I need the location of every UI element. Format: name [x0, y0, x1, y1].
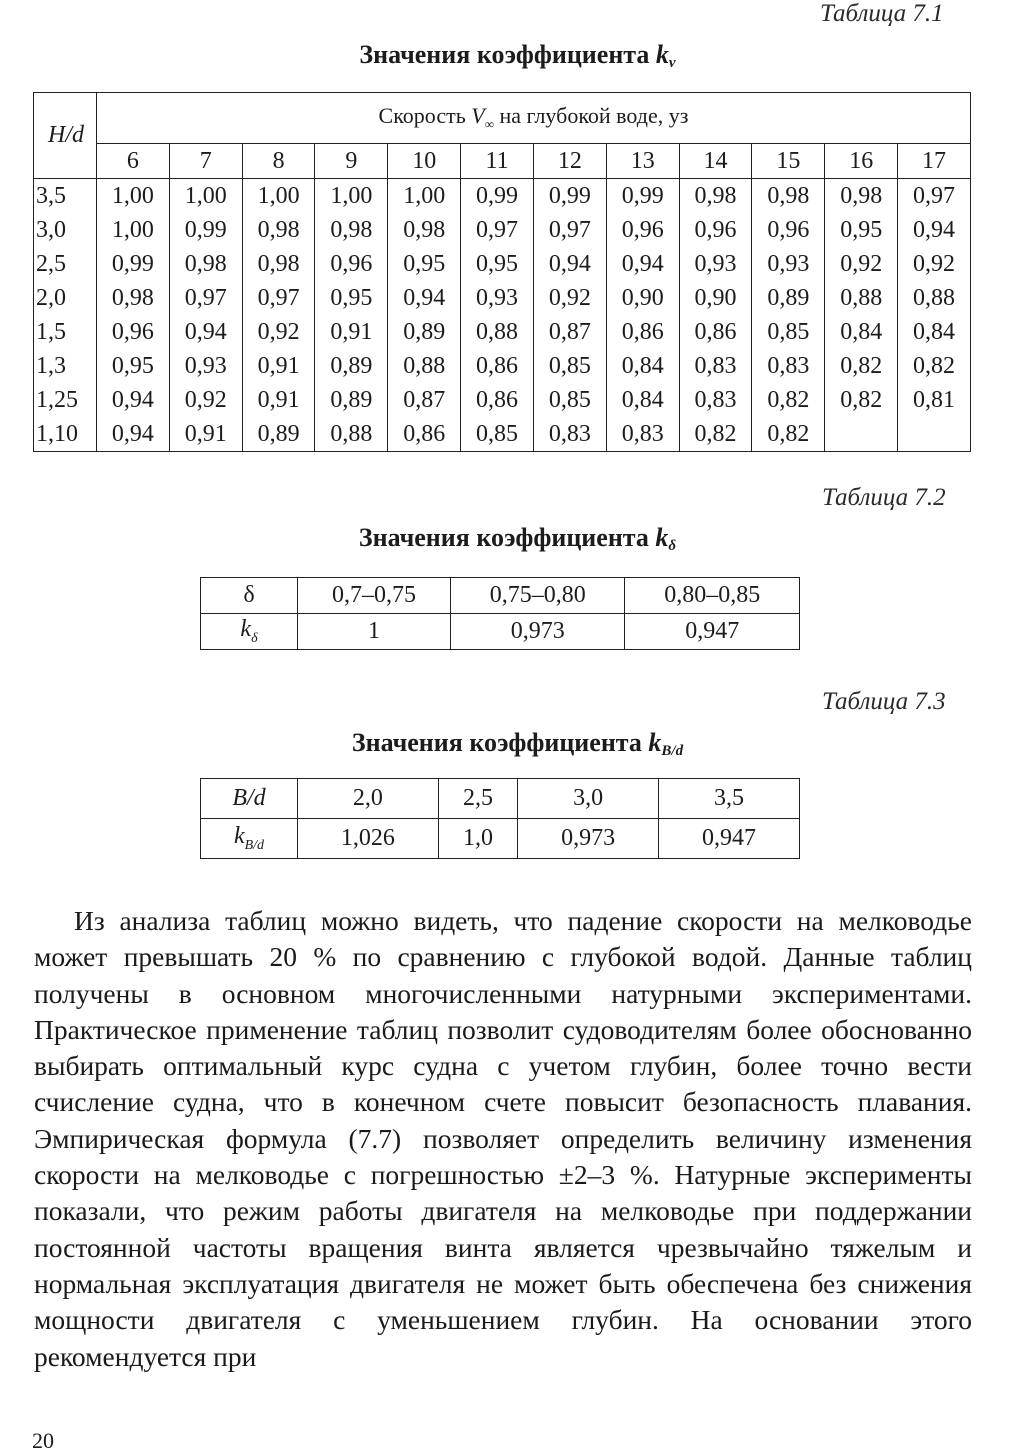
table-cell: 0,83 [679, 349, 752, 383]
table-cell: 0,97 [898, 179, 971, 214]
table-cell: 0,91 [169, 417, 242, 452]
table-cell: 0,83 [752, 349, 825, 383]
table-cell [825, 417, 898, 452]
table-row [201, 819, 800, 859]
row-header: 1,25 [34, 383, 97, 417]
table-cell: 0,90 [606, 281, 679, 315]
table-cell: 1,00 [97, 179, 170, 214]
table-cell: 0,85 [461, 417, 534, 452]
label-sub: δ [251, 630, 258, 646]
table-cell: 1,00 [388, 179, 461, 214]
table-cell: 0,92 [533, 281, 606, 315]
body-paragraph: Из анализа таблиц можно видеть, что падение скорости на мелководье может превышать 20 % по сравнению с глубокой водой. Данные таблиц получены в основном многочисленными натурными экспериментами. Практическое применение таблиц позволит судоводителям более обоснованно выбирать оптимальный курс судна с учетом глубин, более точно вести счисление судна, что в конечном счете повысит безопасность плавания. Эмпирическая формула (7.7) позволяет определить величину изменения скорости на мелководье с погрешностью ±2–3 %. Натурные эксперименты показали, что режим работы двигателя на мелководье при поддержании постоянной частоты вращения винта является чрезвычайно тяжелым и нормальная эксплуатация двигателя не может быть обеспечена без снижения мощности двигателя с уменьшением глубин. На основании этого рекомендуется при [34, 905, 972, 1372]
table-cell: 0,95 [315, 281, 388, 315]
kv-table [33, 92, 971, 452]
table-cell: 0,90 [679, 281, 752, 315]
table-cell: 0,97 [169, 281, 242, 315]
table-cell: 0,92 [898, 247, 971, 281]
table-cell: 0,94 [97, 417, 170, 452]
row-label: B/d [201, 779, 298, 819]
table-cell: 0,98 [679, 179, 752, 214]
table-cell: 0,83 [679, 383, 752, 417]
table-cell: 0,83 [533, 417, 606, 452]
row-label [201, 819, 298, 859]
table-cell: 0,93 [461, 281, 534, 315]
table-row [34, 383, 971, 417]
table-cell: 0,92 [169, 383, 242, 417]
table-cell: 0,93 [679, 247, 752, 281]
table-row [34, 213, 971, 247]
speed-header-cell: 6 [97, 144, 170, 179]
row-header: 1,3 [34, 349, 97, 383]
table-cell: 0,99 [533, 179, 606, 214]
table-cell: 0,99 [169, 213, 242, 247]
table-cell: 1,026 [298, 819, 439, 859]
table-cell: 0,88 [315, 417, 388, 452]
table-cell: 0,98 [388, 213, 461, 247]
table-cell: 1 [298, 614, 451, 650]
speed-header-cell: 8 [242, 144, 315, 179]
table-cell: 0,94 [898, 213, 971, 247]
table-cell: 3,0 [518, 779, 659, 819]
speed-header-cell: 15 [752, 144, 825, 179]
table-cell: 0,973 [450, 614, 625, 650]
table-cell: 0,95 [825, 213, 898, 247]
table-cell: 0,92 [242, 315, 315, 349]
table-cell: 0,84 [825, 315, 898, 349]
table-cell: 0,97 [242, 281, 315, 315]
table-cell: 0,98 [242, 213, 315, 247]
table-cell: 0,88 [825, 281, 898, 315]
table-cell: 0,81 [898, 383, 971, 417]
table-cell: 0,94 [533, 247, 606, 281]
table-cell: 0,82 [898, 349, 971, 383]
table-cell: 0,89 [315, 383, 388, 417]
table-cell: 0,7–0,75 [298, 578, 451, 614]
table-cell: 0,98 [242, 247, 315, 281]
table-cell: 0,98 [752, 179, 825, 214]
table-title [0, 40, 1035, 72]
row-header: 3,5 [34, 179, 97, 214]
table-cell: 0,86 [388, 417, 461, 452]
table-cell: 0,75–0,80 [450, 578, 625, 614]
table-cell: 1,0 [438, 819, 517, 859]
table-cell: 0,86 [679, 315, 752, 349]
speed-header-cell: 13 [606, 144, 679, 179]
table-cell: 0,97 [533, 213, 606, 247]
row-header: 1,5 [34, 315, 97, 349]
table-cell: 0,80–0,85 [625, 578, 800, 614]
table-cell: 0,91 [242, 383, 315, 417]
title-symbol: k [655, 523, 669, 552]
table-cell: 0,85 [533, 349, 606, 383]
table-row [201, 779, 800, 819]
table-row [34, 417, 971, 452]
row-label: δ [201, 578, 298, 614]
table-title [0, 728, 1035, 760]
table-cell: 0,95 [461, 247, 534, 281]
row-label [201, 614, 298, 650]
table-cell: 0,92 [825, 247, 898, 281]
table-cell: 0,91 [242, 349, 315, 383]
table-cell: 0,99 [97, 247, 170, 281]
kv-table-body [34, 179, 971, 452]
table-cell: 0,94 [388, 281, 461, 315]
table-cell: 3,5 [659, 779, 800, 819]
table-cell: 0,84 [606, 349, 679, 383]
table-cell: 0,82 [752, 417, 825, 452]
table-cell: 0,98 [825, 179, 898, 214]
table-cell: 0,947 [625, 614, 800, 650]
speed-header-cell: 7 [169, 144, 242, 179]
table-cell: 0,99 [606, 179, 679, 214]
table-cell: 0,82 [679, 417, 752, 452]
row-header: 1,10 [34, 417, 97, 452]
table-cell: 0,86 [461, 383, 534, 417]
table-cell: 0,84 [898, 315, 971, 349]
label-sub: B/d [244, 837, 265, 853]
table-cell: 0,96 [679, 213, 752, 247]
speed-header-cell: 14 [679, 144, 752, 179]
title-text: Значения коэффициента [358, 523, 656, 552]
table-cell: 0,89 [752, 281, 825, 315]
kdelta-table [200, 577, 800, 650]
table-cell: 0,98 [315, 213, 388, 247]
table-cell: 0,88 [388, 349, 461, 383]
table-cell: 1,00 [242, 179, 315, 214]
title-subscript: B/d [661, 743, 684, 759]
table-cell: 0,89 [242, 417, 315, 452]
title-subscript: δ [668, 538, 677, 554]
span-sub: ∞ [484, 116, 494, 132]
table-cell: 0,98 [97, 281, 170, 315]
speed-header-cell: 11 [461, 144, 534, 179]
table-cell: 0,85 [533, 383, 606, 417]
table-cell: 0,98 [169, 247, 242, 281]
span-pre: Скорость [378, 103, 472, 129]
title-text: Значения коэффициента [359, 40, 656, 69]
table-cell: 0,947 [659, 819, 800, 859]
table-cell: 1,00 [97, 213, 170, 247]
table-cell: 0,87 [533, 315, 606, 349]
span-post: на глубокой воде, уз [494, 103, 689, 129]
table-row [34, 281, 971, 315]
speed-header-cell: 9 [315, 144, 388, 179]
table-cell: 0,96 [315, 247, 388, 281]
table-row [201, 614, 800, 650]
table-cell: 0,82 [825, 349, 898, 383]
speed-header-cell: 10 [388, 144, 461, 179]
table-row [34, 315, 971, 349]
label-symbol: k [233, 823, 245, 850]
speed-header-row [34, 144, 971, 179]
table-cell: 0,83 [606, 417, 679, 452]
table-cell: 0,86 [461, 349, 534, 383]
table-cell: 0,88 [461, 315, 534, 349]
table-cell: 0,88 [898, 281, 971, 315]
table-cell [898, 417, 971, 452]
table-cell: 1,00 [315, 179, 388, 214]
table-cell: 0,89 [315, 349, 388, 383]
table-cell: 0,96 [606, 213, 679, 247]
table-caption: Таблица 7.3 [822, 688, 946, 715]
table-cell: 2,0 [298, 779, 439, 819]
table-title [0, 523, 1035, 555]
table-row [34, 349, 971, 383]
table-cell: 0,96 [97, 315, 170, 349]
table-caption: Таблица 7.2 [822, 484, 946, 511]
table-cell: 2,5 [438, 779, 517, 819]
table-cell: 0,94 [606, 247, 679, 281]
table-cell: 1,00 [169, 179, 242, 214]
kbd-table [200, 778, 800, 859]
table-cell: 0,99 [461, 179, 534, 214]
title-symbol: k [648, 728, 662, 757]
title-subscript: v [668, 55, 676, 71]
speed-span-header [97, 93, 971, 144]
table-row [201, 578, 800, 614]
row-header: 2,0 [34, 281, 97, 315]
table-cell: 0,93 [169, 349, 242, 383]
table-cell: 0,973 [518, 819, 659, 859]
speed-header-cell: 17 [898, 144, 971, 179]
table-cell: 0,87 [388, 383, 461, 417]
span-symbol: V [471, 103, 485, 129]
row-header: 3,0 [34, 213, 97, 247]
table-cell: 0,94 [97, 383, 170, 417]
table-row [34, 247, 971, 281]
table-cell: 0,82 [825, 383, 898, 417]
speed-header-cell: 16 [825, 144, 898, 179]
row-header: 2,5 [34, 247, 97, 281]
title-text: Значения коэффициента [351, 728, 649, 757]
page-number: 20 [32, 1428, 54, 1453]
speed-header-cell: 12 [533, 144, 606, 179]
table-cell: 0,85 [752, 315, 825, 349]
corner-header: H/d [34, 93, 97, 179]
table-cell: 0,95 [97, 349, 170, 383]
label-symbol: k [240, 616, 252, 643]
table-cell: 0,91 [315, 315, 388, 349]
table-cell: 0,84 [606, 383, 679, 417]
table-cell: 0,93 [752, 247, 825, 281]
title-symbol: k [655, 40, 669, 69]
table-caption: Таблица 7.1 [820, 0, 944, 27]
table-cell: 0,97 [461, 213, 534, 247]
table-cell: 0,86 [606, 315, 679, 349]
table-cell: 0,96 [752, 213, 825, 247]
table-cell: 0,94 [169, 315, 242, 349]
table-cell: 0,95 [388, 247, 461, 281]
table-row [34, 179, 971, 214]
table-cell: 0,89 [388, 315, 461, 349]
table-cell: 0,82 [752, 383, 825, 417]
